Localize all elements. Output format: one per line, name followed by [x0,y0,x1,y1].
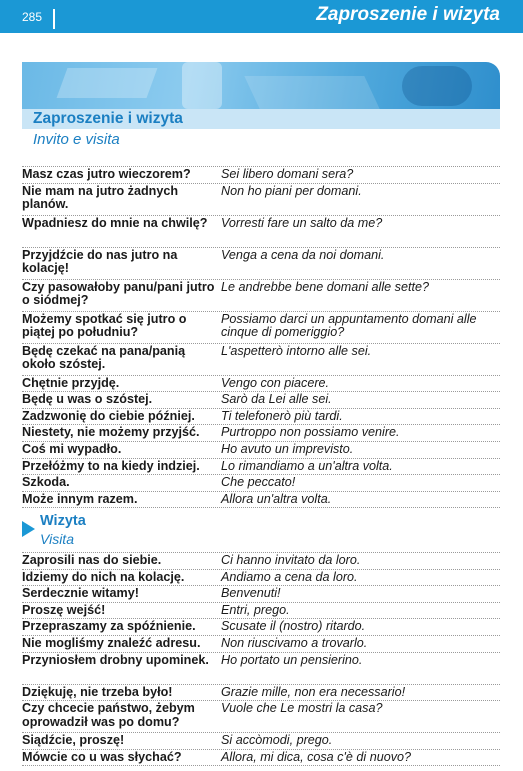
italian-phrase: Ho portato un pensierino. [221,652,363,667]
polish-phrase: Będę czekać na pana/panią około szóstej. [22,343,186,372]
phrase-table-invitation [22,166,500,508]
italian-phrase: Vuole che Le mostri la casa? [221,701,383,716]
italian-phrase: L'aspetterò intorno alle sei. [221,343,372,358]
phrase-row [22,442,500,459]
phrase-row [22,750,500,767]
italian-phrase: Si accòmodi, prego. [221,733,333,748]
polish-phrase: Serdecznie witamy! [22,586,139,601]
phrase-row [22,392,500,409]
polish-phrase: Dziękuję, nie trzeba było! [22,684,173,699]
italian-phrase: Possiamo darci un appuntamento domani alle cinque di pomeriggio? [221,311,477,340]
polish-phrase: Zadzwonię do ciebie później. [22,408,195,423]
polish-phrase: Siądźcie, proszę! [22,733,125,748]
page-number: 285 [22,10,43,24]
phrase-row [22,553,500,570]
polish-phrase: Wpadniesz do mnie na chwilę? [22,215,208,230]
phrase-row [22,216,500,248]
polish-phrase: Czy pasowałoby panu/pani jutro o siódmej? [22,279,215,308]
subsection-subtitle: Visita [40,531,74,547]
italian-phrase: Sarò da Lei alle sei. [221,392,332,407]
polish-phrase: Nie mam na jutro żadnych planów. [22,183,179,212]
section-title: Zaproszenie i wizyta [33,110,183,127]
polish-phrase: Przyniosłem drobny upominek. [22,652,209,667]
header-title: Zaproszenie i wizyta [316,4,500,25]
page-header [0,0,523,33]
phrase-row [22,492,500,509]
banner-shape [57,68,158,98]
phrase-row [22,344,500,376]
italian-phrase: Purtroppo non possiamo venire. [221,425,400,440]
triangle-bullet-icon [22,521,35,537]
phrase-row [22,685,500,702]
section-subtitle: Invito e visita [33,131,120,148]
phrase-row [22,409,500,426]
banner-shape [402,66,472,106]
banner-photo [22,62,500,109]
italian-phrase: Vengo con piacere. [221,375,330,390]
phrase-row [22,653,500,685]
italian-phrase: Non riuscivamo a trovarlo. [221,635,368,650]
italian-phrase: Ho avuto un imprevisto. [221,441,354,456]
polish-phrase: Mówcie co u was słychać? [22,749,182,764]
italian-phrase: Scusate il (nostro) ritardo. [221,619,366,634]
italian-phrase: Che peccato! [221,475,296,490]
polish-phrase: Zaprosili nas do siebie. [22,553,162,567]
polish-phrase: Masz czas jutro wieczorem? [22,167,191,181]
phrase-row [22,603,500,620]
phrase-row [22,248,500,280]
italian-phrase: Ti telefonerò più tardi. [221,408,343,423]
italian-phrase: Non ho piani per domani. [221,183,362,198]
italian-phrase: Vorresti fare un salto da me? [221,215,383,230]
italian-phrase: Entri, prego. [221,602,290,617]
phrase-row [22,167,500,184]
polish-phrase: Będę u was o szóstej. [22,392,153,407]
phrase-row [22,733,500,750]
phrase-table-visit [22,552,500,766]
italian-phrase: Le andrebbe bene domani alle sette? [221,279,429,294]
polish-phrase: Chętnie przyjdę. [22,375,120,390]
polish-phrase: Przełóżmy to na kiedy indziej. [22,458,200,473]
italian-phrase: Lo rimandiamo a un'altra volta. [221,458,393,473]
polish-phrase: Możemy spotkać się jutro o piątej po południu? [22,311,187,340]
polish-phrase: Nie mogliśmy znaleźć adresu. [22,635,201,650]
polish-phrase: Idziemy do nich na kolację. [22,569,185,584]
subsection-title: Wizyta [40,513,86,529]
banner-shape [182,62,222,109]
phrase-row [22,425,500,442]
phrase-row [22,312,500,344]
italian-phrase: Allora un'altra volta. [221,491,332,506]
phrase-row [22,459,500,476]
phrase-row [22,475,500,492]
italian-phrase: Allora, mi dica, cosa c'è di nuovo? [221,749,412,764]
polish-phrase: Może innym razem. [22,491,138,506]
phrase-row [22,184,500,216]
polish-phrase: Szkoda. [22,475,70,490]
polish-phrase: Niestety, nie możemy przyjść. [22,425,200,440]
polish-phrase: Przyjdźcie do nas jutro na kolację! [22,247,178,276]
phrase-row [22,636,500,653]
header-divider [53,9,55,29]
italian-phrase: Andiamo a cena da loro. [221,569,358,584]
phrase-row [22,280,500,312]
polish-phrase: Czy chcecie państwo, żebym oprowadził was po domu? [22,701,195,729]
polish-phrase: Przepraszamy za spóźnienie. [22,619,196,634]
phrase-row [22,570,500,587]
subsection-heading [22,512,222,548]
italian-phrase: Benvenuti! [221,586,281,601]
phrase-row [22,619,500,636]
polish-phrase: Coś mi wypadło. [22,441,122,456]
phrase-row [22,376,500,393]
banner-shape [244,76,379,109]
polish-phrase: Proszę wejść! [22,602,106,617]
italian-phrase: Sei libero domani sera? [221,167,354,181]
phrase-row [22,586,500,603]
phrase-row [22,701,500,733]
italian-phrase: Ci hanno invitato da loro. [221,553,361,567]
italian-phrase: Venga a cena da noi domani. [221,247,385,262]
italian-phrase: Grazie mille, non era necessario! [221,684,406,699]
